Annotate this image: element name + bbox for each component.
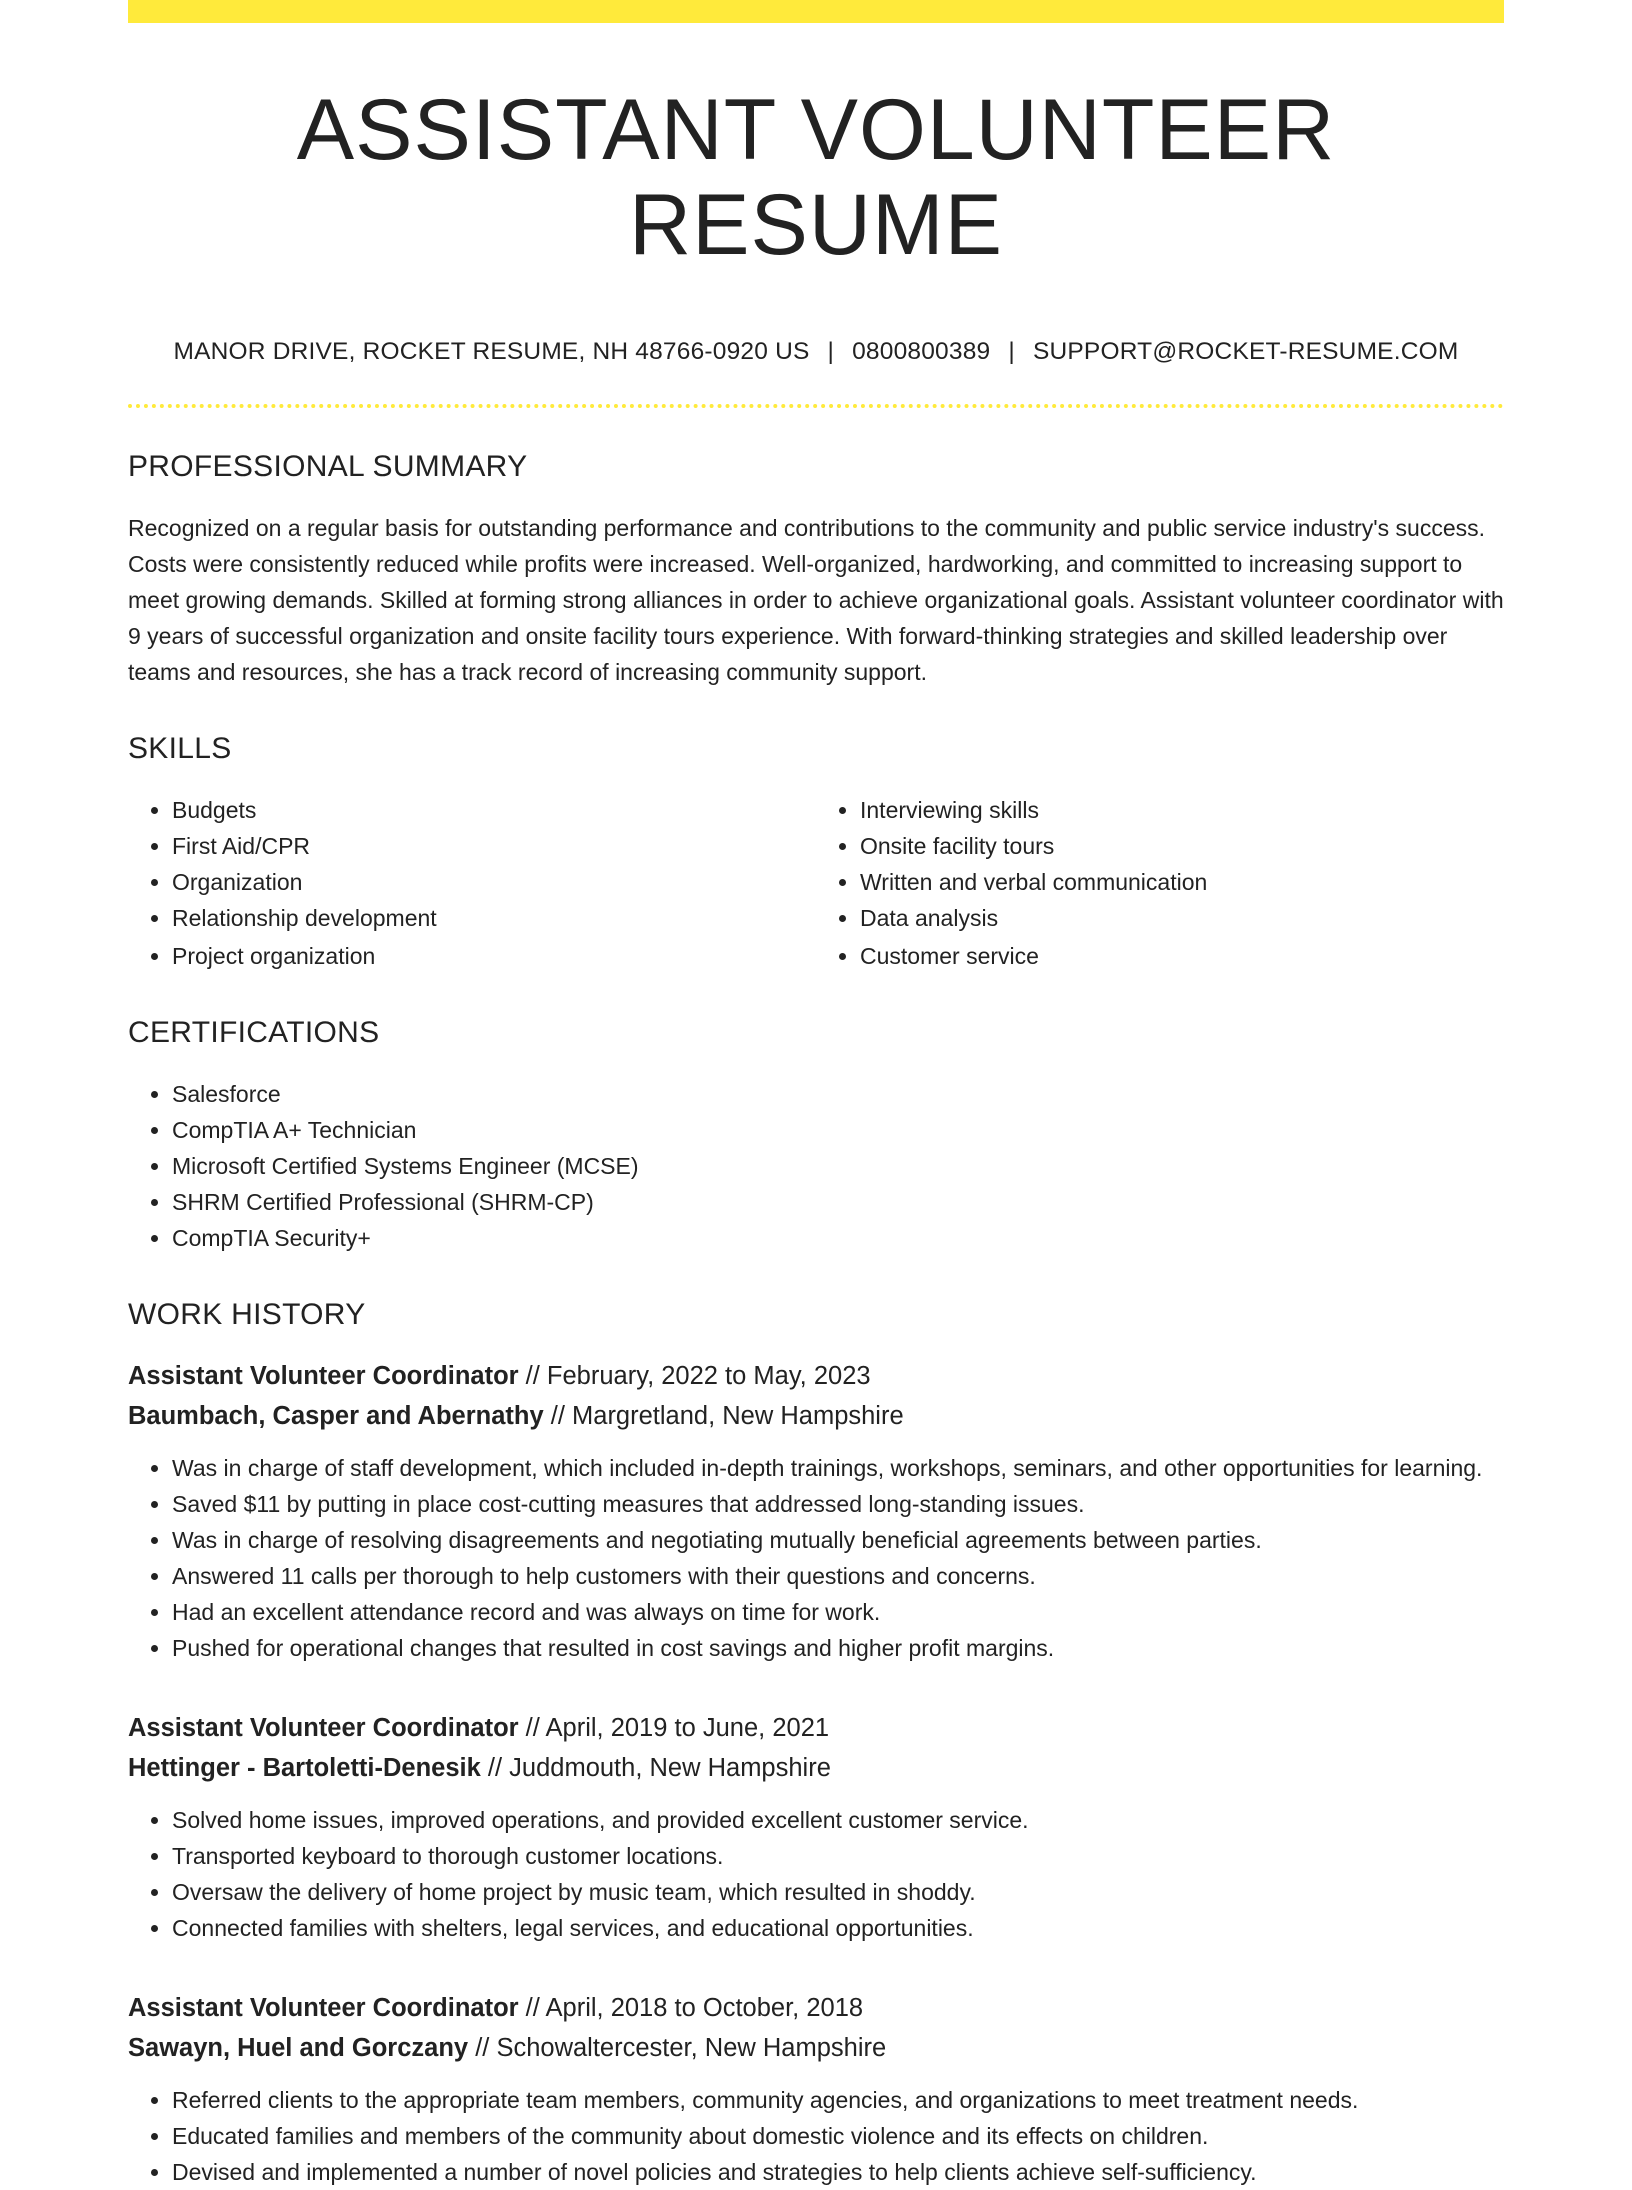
job-bullet: • Devised and implemented a number of novel policies and strategies to help clients achieve self-sufficiency. (172, 2154, 1504, 2190)
job-dates: April, 2018 to October, 2018 (545, 1994, 864, 2023)
job-role-line (128, 1356, 1504, 1396)
job-bullets (128, 1450, 1504, 1666)
skill-item: • First Aid/CPR (172, 828, 816, 864)
job-entry (128, 1988, 1504, 2190)
contact-address: MANOR DRIVE, ROCKET RESUME, NH 48766-0920 US (173, 338, 810, 366)
job-location: Schowaltercester, New Hampshire (496, 2034, 887, 2063)
job-location: Margretland, New Hampshire (572, 1402, 904, 1431)
summary-section (128, 452, 1504, 690)
skills-columns (128, 792, 1504, 974)
job-bullet: • Pushed for operational changes that resulted in cost savings and higher profit margins. (172, 1630, 1504, 1666)
job-divider: // (543, 1402, 573, 1431)
skill-item: • Customer service (860, 938, 1504, 974)
summary-heading: PROFESSIONAL SUMMARY (128, 450, 528, 484)
resume-page (128, 0, 1504, 2190)
contact-separator: | (827, 338, 835, 366)
skill-item: • Interviewing skills (860, 792, 1504, 828)
certification-item: • Microsoft Certified Systems Engineer (MCSE) (172, 1148, 1504, 1184)
job-divider: // (480, 1754, 510, 1783)
job-bullet: • Educated families and members of the community about domestic violence and its effects on children. (172, 2118, 1504, 2154)
job-bullet: • Oversaw the delivery of home project by music team, which resulted in shoddy. (172, 1874, 1504, 1910)
job-location: Juddmouth, New Hampshire (509, 1754, 831, 1783)
work-history-heading: WORK HISTORY (128, 1298, 366, 1332)
job-role: Assistant Volunteer Coordinator (128, 1714, 519, 1743)
job-role-line (128, 1988, 1504, 2028)
job-role: Assistant Volunteer Coordinator (128, 1362, 519, 1391)
job-company: Baumbach, Casper and Abernathy (128, 1402, 544, 1431)
job-bullet: • Connected families with shelters, legal services, and educational opportunities. (172, 1910, 1504, 1946)
job-dates: February, 2022 to May, 2023 (546, 1362, 871, 1391)
certification-item: • Salesforce (172, 1076, 1504, 1112)
job-company-line (128, 1748, 1504, 1788)
job-company-line (128, 2028, 1504, 2068)
summary-text: Recognized on a regular basis for outstanding performance and contributions to the community and public service industry's success. Costs were consistently reduced while profits were increased. Well-organized, hardworking, and committed to increasing support to meet growing demands. Skilled at forming strong alliances in order to achieve organizational goals. Assistant volunteer coordinator with 9 years of successful organization and onsite facility tours experience. With forward-thinking strategies and skilled leadership over teams and resources, she has a track record of increasing community support. (128, 515, 1504, 686)
job-dates: April, 2019 to June, 2021 (545, 1714, 830, 1743)
work-history-section (128, 1300, 1504, 2190)
skill-item: • Onsite facility tours (860, 828, 1504, 864)
skill-item: • Written and verbal communication (860, 864, 1504, 900)
job-role-line (128, 1708, 1504, 1748)
skills-heading: SKILLS (128, 732, 232, 766)
skill-item: • Project organization (172, 938, 816, 974)
job-divider: // (518, 1362, 547, 1391)
job-bullet: • Transported keyboard to thorough customer locations. (172, 1838, 1504, 1874)
skill-item: • Relationship development (172, 900, 816, 936)
contact-phone: 0800800389 (852, 338, 991, 366)
certification-item: • CompTIA Security+ (172, 1220, 1504, 1256)
skill-item: • Organization (172, 864, 816, 900)
contact-line (128, 338, 1504, 366)
job-bullet: • Answered 11 calls per thorough to help customers with their questions and concerns. (172, 1558, 1504, 1594)
resume-title: ASSISTANT VOLUNTEER RESUME (296, 82, 1336, 273)
job-bullets (128, 2082, 1504, 2190)
certifications-heading: CERTIFICATIONS (128, 1016, 380, 1050)
skills-section (128, 734, 1504, 974)
certifications-list (128, 1076, 1504, 1256)
job-bullets (128, 1802, 1504, 1946)
job-role: Assistant Volunteer Coordinator (128, 1994, 519, 2023)
job-bullet: • Saved $11 by putting in place cost-cutting measures that addressed long-standing issues. (172, 1486, 1504, 1522)
top-accent-bar (128, 0, 1504, 23)
job-bullet: • Solved home issues, improved operations, and provided excellent customer service. (172, 1802, 1504, 1838)
skills-list-left (128, 792, 816, 974)
skill-item: • Budgets (172, 792, 816, 828)
skill-item: • Data analysis (860, 900, 1504, 936)
certifications-section (128, 1018, 1504, 1256)
job-divider: // (468, 2034, 497, 2063)
certification-item: • SHRM Certified Professional (SHRM-CP) (172, 1184, 1504, 1220)
job-bullet: • Had an excellent attendance record and was always on time for work. (172, 1594, 1504, 1630)
job-bullet: • Was in charge of staff development, which included in-depth trainings, workshops, seminars, and other opportunities for learning. (172, 1450, 1504, 1486)
certification-item: • CompTIA A+ Technician (172, 1112, 1504, 1148)
job-entry (128, 1708, 1504, 1946)
job-company-line (128, 1396, 1504, 1436)
job-bullet: • Referred clients to the appropriate team members, community agencies, and organizations to meet treatment needs. (172, 2082, 1504, 2118)
job-bullet: • Was in charge of resolving disagreements and negotiating mutually beneficial agreements between parties. (172, 1522, 1504, 1558)
contact-separator: | (1008, 338, 1015, 366)
dotted-divider (128, 404, 1504, 408)
job-company: Hettinger - Bartoletti-Denesik (128, 1754, 481, 1783)
job-company: Sawayn, Huel and Gorczany (128, 2034, 469, 2063)
job-divider: // (518, 1994, 546, 2023)
job-divider: // (518, 1714, 546, 1743)
job-entry (128, 1356, 1504, 1666)
contact-email: SUPPORT@ROCKET-RESUME.COM (1032, 338, 1459, 366)
skills-list-right (816, 792, 1504, 974)
